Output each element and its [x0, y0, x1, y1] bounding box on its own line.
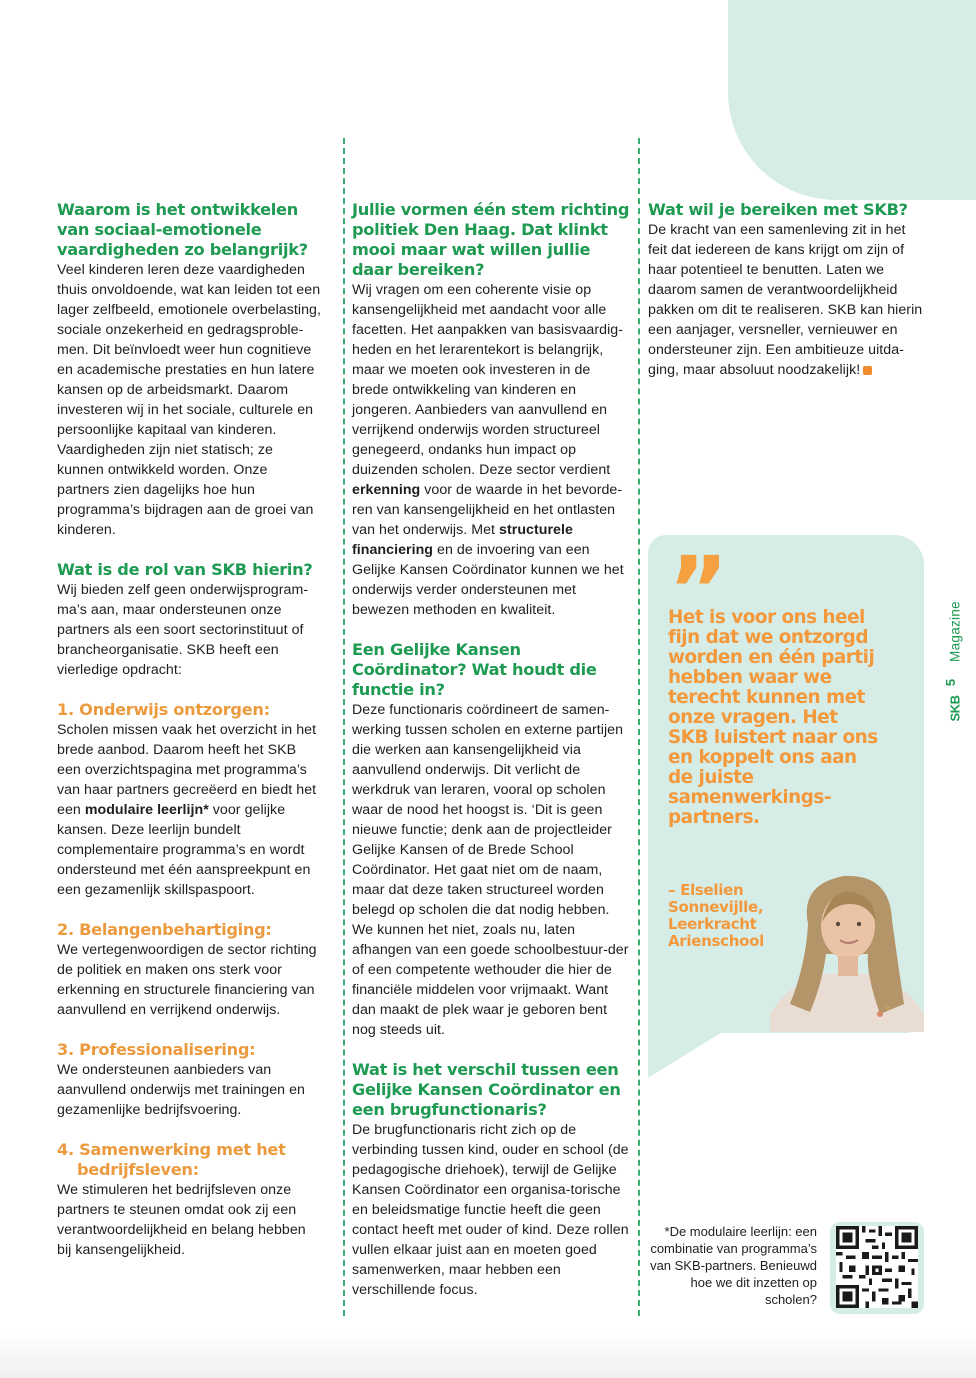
question-heading: Wat wil je bereiken met SKB?	[648, 200, 908, 219]
quote-card-tail	[648, 1032, 722, 1078]
task-heading-3: 3. Professionalisering:	[57, 1040, 256, 1059]
task-paragraph-2: We vertegenwoordigen de sector richting de politiek en maken ons sterk voor erkenning en structurele financiering van aanvullend en verrijkend onderwijs.	[57, 942, 317, 1018]
question-heading: Wat is de rol van SKB hierin?	[57, 560, 313, 579]
bottom-shadow	[0, 1334, 976, 1378]
qr-code-icon[interactable]	[836, 1226, 918, 1308]
question-heading: Jullie vormen één stem richting politiek Den Haag. Dat klinkt mooi maar wat willen jullie daar bereiken?	[352, 200, 630, 279]
portrait-photo	[770, 864, 924, 1032]
answer-paragraph: De kracht van een samenleving zit in het feit dat iedereen de kans krijgt om zijn of haar potentieel te benutten. Laten we daarom samen de verantwoordelijkheid pakken om dit te realiseren. SKB kan hierin een aanjager, versneller, vernieuwer en ondersteuner zijn. Een ambitieuze uitda-ging, maar absoluut noodzakelijk!	[648, 222, 923, 378]
column-divider-1	[343, 138, 345, 1316]
quote-attribution: – Elselien Sonnevijlle, Leerkracht Arienschool	[668, 881, 764, 950]
column-3	[648, 200, 924, 380]
task-heading-2: 2. Belangenbehartiging:	[57, 920, 272, 939]
column-divider-2	[638, 138, 640, 1316]
skb-logo: SKB	[947, 695, 963, 722]
answer-paragraph: De brugfunctionaris richt zich op de verbinding tussen kind, ouder en school (de pedagogische driehoek), terwijl de Gelijke Kansen Coördinator een organisa-torische en beleidsmatige functie heeft die geen contact heeft met ouder of kind. Deze rollen vullen elkaar juist aan en moeten goed samenwerken, maar hebben een verschillende focus.	[352, 1122, 629, 1298]
column-2	[352, 200, 630, 1300]
question-heading: Een Gelijke Kansen Coördinator? Wat houdt die functie in?	[352, 640, 597, 699]
answer-paragraph: Veel kinderen leren deze vaardigheden thuis onvoldoende, wat kan leiden tot een lager zelfbeeld, emotionele overbelasting, sociale onzekerheid en gedragsproble-men. Dit beïnvloedt weer hun cognitieve en academische prestaties en hun latere kansen op de arbeidsmarkt. Daarom investeren wij in het sociale, culturele en persoonlijke kapitaal van kinderen. Vaardigheden zijn niet statisch; ze kunnen ontwikkeld worden. Onze partners zien dagelijks hoe hun programma’s bijdragen aan de groei van kinderen.	[57, 262, 321, 538]
task-heading-4: 4. Samenwerking met het bedrijfsleven:	[57, 1140, 286, 1179]
task-paragraph-4: We stimuleren het bedrijfsleven onze partners te steunen omdat ook zij een verantwoordelijkheid en belang hebben bij kansengelijkheid.	[57, 1182, 306, 1258]
answer-paragraph: Wij bieden zelf geen onderwijsprogram-ma’s aan, maar ondersteunen onze partners als een soort sectorinstituut of brancheorganisatie. SKB heeft een vierledige opdracht:	[57, 582, 309, 678]
task-paragraph-1: Scholen missen vaak het overzicht in het brede aanbod. Daarom heeft het SKB een overzichtspagina met programma’s van haar partners gecreëerd en biedt het een modulaire leerlijn* voor gelijke kansen. Deze leerlijn bundelt complementaire programma’s en wordt ondersteund met één aanspreekpunt en een gezamenlijk skillspaspoort.	[57, 722, 317, 898]
corner-decoration	[728, 0, 976, 200]
pull-quote: Het is voor ons heel fijn dat we ontzorgd worden en één partij hebben waar we terecht kunnen met onze vragen. Het SKB luistert naar ons en koppelt ons aan de juiste samenwerkings-partners.	[668, 607, 878, 828]
question-heading: Waarom is het ontwikkelen van sociaal-emotionele vaardigheden zo belangrijk?	[57, 200, 308, 259]
answer-paragraph: Wij vragen om een coherente visie op kansengelijkheid met aandacht voor alle facetten. Het aanpakken van basisvaardig-heden en het lerarentekort is belangrijk, maar we moeten ook investeren in de brede ontwikkeling van kinderen en jongeren. Aanbieders van aanvullend en verrijkend onderwijs worden structureel genegeerd, ondanks hun impact op duizenden scholen. Deze sector verdient erkenning voor de waarde in het bevorde-ren van kansengelijkheid en het ontlasten van het onderwijs. Met structurele financiering en de invoering van een Gelijke Kansen Coördinator kunnen we het onderwijs verder ondersteunen met bewezen methoden en kwaliteit.	[352, 282, 624, 618]
task-heading-1: 1. Onderwijs ontzorgen:	[57, 700, 270, 719]
footnote: *De modulaire leerlijn: een combinatie van programma’s van SKB-partners. Benieuwd hoe we dit inzetten op scholen?	[650, 1224, 817, 1307]
end-mark-icon	[863, 366, 872, 375]
magazine-label: Magazine	[947, 601, 963, 662]
quotation-mark-icon: ”	[668, 537, 723, 644]
column-1	[57, 200, 323, 1260]
question-heading: Wat is het verschil tussen een Gelijke Kansen Coördinator en een brugfunctionaris?	[352, 1060, 621, 1119]
task-paragraph-3: We ondersteunen aanbieders van aanvullend onderwijs met trainingen en gezamenlijke bedrijfsvoering.	[57, 1062, 305, 1118]
page-number: 5	[943, 678, 959, 687]
answer-paragraph: Deze functionaris coördineert de samen-werking tussen scholen en externe partijen die werken aan kansengelijkheid via aanvullend onderwijs. Dit verlicht de werkdruk van leraren, vooral op scholen waar de nood het hoogst is. ‘Dit is geen nieuwe functie; denk aan de projectleider Gelijke Kansen of de Brede School Coördinator. Het gaat niet om de naam, maar dat deze taken structureel worden belegd op scholen die dat nodig hebben. We kunnen het niet, zoals nu, laten afhangen van een goede schoolbestuur-der of een competente wethouder die hier de financiële middelen voor vrijmaakt. Want dan maakt de plek waar je geboren bent nog steeds uit.	[352, 702, 629, 1038]
